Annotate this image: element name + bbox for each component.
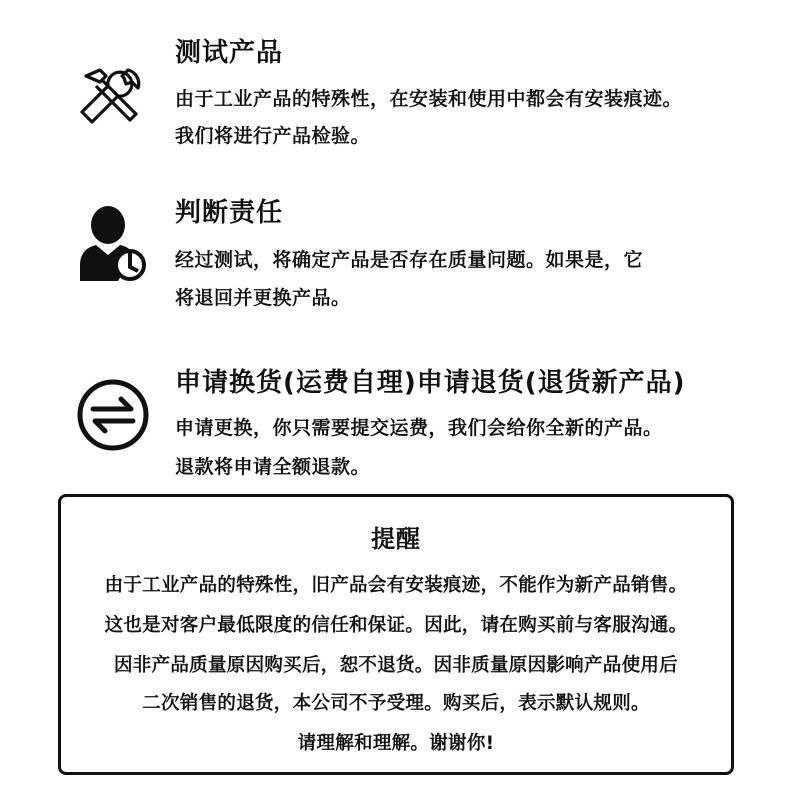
notice-text-line: 由于工业产品的特殊性，旧产品会有安装痕迹，不能作为新产品销售。 [104, 575, 688, 596]
reminder-notice-box [58, 494, 734, 775]
section-text-line: 经过测试，将确定产品是否存在质量问题。如果是，它 [175, 249, 644, 271]
section-text-line: 由于工业产品的特殊性，在安装和使用中都会有安装痕迹。 [175, 88, 683, 110]
section-judge-responsibility [0, 165, 790, 335]
section-text-line: 将退回并更换产品。 [175, 287, 351, 309]
section-text-line: 退款将申请全额退款。 [175, 456, 371, 478]
tools-icon [78, 66, 144, 136]
notice-title: 提醒 [371, 525, 421, 553]
user-responsibility-icon [78, 205, 148, 287]
notice-text-line: 因非产品质量原因购买后，恕不退货。因非质量原因影响产品使用后 [113, 655, 678, 676]
notice-text-line: 这也是对客户最低限度的信任和保证。因此，请在购买前与客服沟通。 [104, 615, 688, 636]
section-test-product [0, 0, 790, 165]
section-text-line: 我们将进行产品检验。 [175, 125, 371, 147]
exchange-icon [75, 377, 151, 457]
section-text-line: 申请更换，你只需要提交运费，我们会给你全新的产品。 [175, 417, 663, 439]
section-title: 测试产品 [175, 38, 284, 68]
notice-text-line: 请理解和理解。谢谢你! [297, 733, 495, 754]
section-title: 判断责任 [175, 198, 284, 228]
notice-text-line: 二次销售的退货，本公司不予受理。购买后，表示默认规则。 [142, 693, 650, 714]
section-title: 申请换货(运费自理)申请退货(退货新产品) [175, 368, 686, 398]
section-exchange-return [0, 335, 790, 485]
